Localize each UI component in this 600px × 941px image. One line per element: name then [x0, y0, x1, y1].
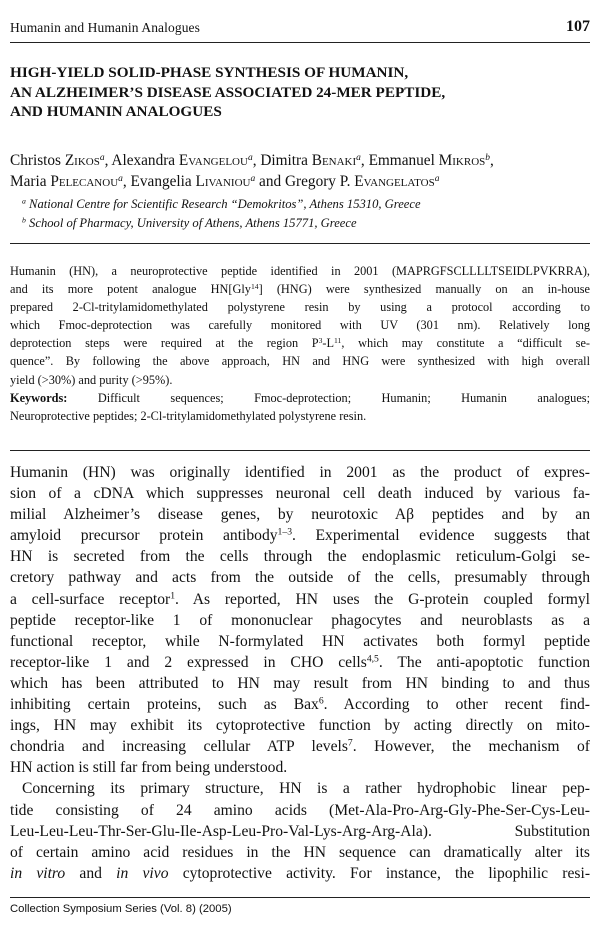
author-line — [10, 150, 590, 171]
body-line: HN action is still far from being understood. — [10, 759, 288, 777]
author-last-name: Livaniou — [195, 173, 251, 190]
body-line: ings, HN may exhibit its cytoprotective function by acting directly on mito- — [10, 717, 590, 735]
citation: 4,5 — [366, 653, 379, 665]
author-affiliation-mark: a — [356, 152, 361, 163]
abstract-line: which Fmoc-deprotection was carefully monitored with UV (301 nm). Relatively long — [10, 318, 590, 333]
body-text-span: receptor-like 1 and 2 expressed in CHO cells — [10, 653, 367, 671]
body-line: functional receptor, while N-formylated HN activates both formyl peptide — [10, 632, 590, 650]
author-separator: , — [122, 173, 131, 190]
author-affiliation-mark: a — [118, 173, 123, 184]
body-line — [10, 736, 590, 757]
body-text — [10, 462, 590, 884]
body-text-span: . However, the mechanism of — [352, 738, 590, 756]
body-text-span: amyloid precursor protein antibody — [10, 527, 278, 545]
body-line: Concerning its primary structure, HN is a rather hydrophobic linear pep- — [22, 780, 590, 798]
running-head-title: Humanin and Humanin Analogues — [10, 20, 200, 35]
author-first-name: Evangelia — [130, 173, 196, 190]
author-affiliation-mark: b — [485, 152, 490, 163]
page-number: 107 — [566, 18, 590, 35]
abstract-line: Humanin (HN), a neuroprotective peptide identified in 2001 (MAPRGFSCLLLLTSEIDLPVKRRA), — [10, 264, 590, 278]
author-first-name: Gregory P. — [284, 173, 355, 190]
keywords-label: Keywords: — [10, 390, 68, 405]
author-last-name: Evangelatos — [354, 173, 435, 190]
body-text-span: and — [65, 864, 117, 882]
footer-rule — [10, 897, 590, 898]
abstract-text: deprotection steps were required at the region P — [10, 336, 319, 351]
author-line — [10, 171, 590, 192]
author-last-name: Pelecanou — [50, 173, 119, 190]
abstract-line — [10, 334, 590, 352]
affiliation-mark: a — [22, 196, 26, 206]
citation: 1–3 — [277, 526, 293, 538]
body-line: milial Alzheimer’s disease genes, by neurotoxic Aβ peptides and by an — [10, 506, 590, 524]
author-conjunction: and — [255, 173, 285, 190]
abstract-top-rule — [10, 243, 590, 244]
abstract-text: , which may constitute a “difficult se- — [341, 336, 590, 351]
body-text-span: . According to other recent find- — [323, 696, 590, 714]
body-text-span: cytoprotective activity. For instance, the lipophilic resi- — [168, 864, 591, 882]
author-last-name: Zikos — [64, 152, 100, 169]
author-separator: , — [490, 152, 494, 169]
author-last-name: Benaki — [311, 152, 357, 169]
keywords-line — [10, 389, 590, 407]
citation: 1 — [170, 590, 176, 602]
title-line: AND HUMANIN ANALOGUES — [10, 103, 222, 120]
affiliation-text: National Centre for Scientific Research “Demokritos”, Athens 15310, Greece — [25, 197, 421, 211]
running-head — [10, 18, 590, 40]
article-title — [10, 63, 570, 122]
body-line: cretory pathway and acts from the outside of the cells, presumably through — [10, 569, 590, 587]
author-first-name: Christos — [10, 152, 65, 169]
body-line: HN is secreted from the cells through the endoplasmic reticulum-Golgi se- — [10, 548, 590, 566]
author-list — [10, 150, 590, 192]
body-line — [10, 652, 590, 673]
superscript: 11 — [334, 336, 342, 346]
keywords-line: Neuroprotective peptides; 2-Cl-tritylamidomethylated polystyrene resin. — [10, 408, 367, 423]
body-line — [10, 589, 590, 610]
body-line: peptide receptor-like 1 of mononuclear phagocytes and neuroblasts as a — [10, 611, 590, 629]
body-italic: in vivo — [116, 864, 169, 882]
affiliations — [22, 195, 582, 232]
abstract — [10, 262, 590, 425]
header-rule — [10, 42, 590, 43]
title-line: HIGH-YIELD SOLID-PHASE SYNTHESIS OF HUMANIN, — [10, 64, 409, 81]
abstract-text: and its more potent analogue HN[Gly — [10, 282, 251, 297]
abstract-line: yield (>30%) and purity (>95%). — [10, 372, 173, 387]
body-line: Humanin (HN) was originally identified in 2001 as the product of expres- — [10, 464, 590, 481]
author-first-name: Alexandra — [111, 152, 179, 169]
author-affiliation-mark: a — [434, 173, 440, 184]
body-text-span: . Experimental evidence suggests that — [292, 527, 590, 545]
body-line: Leu-Leu-Leu-Thr-Ser-Glu-Ile-Asp-Leu-Pro-Val-Lys-Arg-Arg-Ala). Substitution — [10, 822, 590, 840]
author-affiliation-mark: a — [250, 173, 256, 184]
body-line — [10, 525, 590, 546]
affiliation-mark: b — [22, 215, 26, 225]
body-text-span: inhibiting certain proteins, such as Bax — [10, 696, 319, 714]
body-line — [10, 694, 590, 715]
abstract-text: ] (HNG) were synthesized manually on an in-house — [258, 282, 590, 297]
body-line: tide consisting of 24 amino acids (Met-Ala-Pro-Arg-Gly-Phe-Ser-Cys-Leu- — [10, 801, 590, 819]
author-separator: , — [104, 152, 112, 169]
affiliation — [22, 214, 582, 233]
author-last-name: Mikros — [438, 152, 486, 169]
author-affiliation-mark: a — [99, 152, 105, 163]
author-separator: , — [360, 152, 369, 169]
author-last-name: Evangelou — [178, 152, 248, 169]
author-first-name: Dimitra — [260, 152, 312, 169]
footer-series: Collection Symposium Series (Vol. 8) (2005) — [10, 903, 232, 915]
abstract-line: quence”. By following the above approach, HN and HNG were synthesized with high overall — [10, 354, 590, 369]
body-text-span: . As reported, HN uses the G-protein coupled formyl — [175, 590, 590, 608]
citation: 7 — [347, 737, 353, 749]
body-line: sion of a cDNA which suppresses neuronal cell death induced by various fa- — [10, 485, 590, 503]
body-text-span: chondria and increasing cellular ATP levels — [10, 738, 348, 756]
abstract-text: -L — [322, 336, 335, 351]
abstract-line: prepared 2-Cl-tritylamidomethylated polystyrene resin by using a protocol according to — [10, 300, 590, 315]
author-first-name: Emmanuel — [368, 152, 439, 169]
body-line: of certain amino acid residues in the HN sequence can dramatically alter its — [10, 843, 590, 861]
superscript: 14 — [250, 281, 259, 291]
affiliation — [22, 195, 582, 214]
citation: 6 — [318, 695, 324, 707]
author-affiliation-mark: a — [247, 152, 253, 163]
superscript: 3 — [318, 336, 323, 346]
body-line — [10, 863, 590, 884]
body-text-span: . The anti-apoptotic function — [378, 653, 590, 671]
title-line: AN ALZHEIMER’S DISEASE ASSOCIATED 24-MER PEPTIDE, — [10, 83, 446, 101]
affiliation-text: School of Pharmacy, University of Athens, Athens 15771, Greece — [25, 215, 357, 230]
keywords-text: Difficult sequences; Fmoc-deprotection; Humanin; Humanin analogues; — [67, 390, 590, 405]
abstract-bottom-rule — [10, 450, 590, 451]
body-italic: in vitro — [10, 864, 66, 882]
abstract-line — [10, 280, 590, 298]
author-first-name: Maria — [10, 173, 51, 190]
author-separator: , — [252, 152, 261, 169]
body-line: which has been attributed to HN may result from HN binding to and thus — [10, 674, 590, 692]
body-text-span: a cell-surface receptor — [10, 590, 171, 608]
